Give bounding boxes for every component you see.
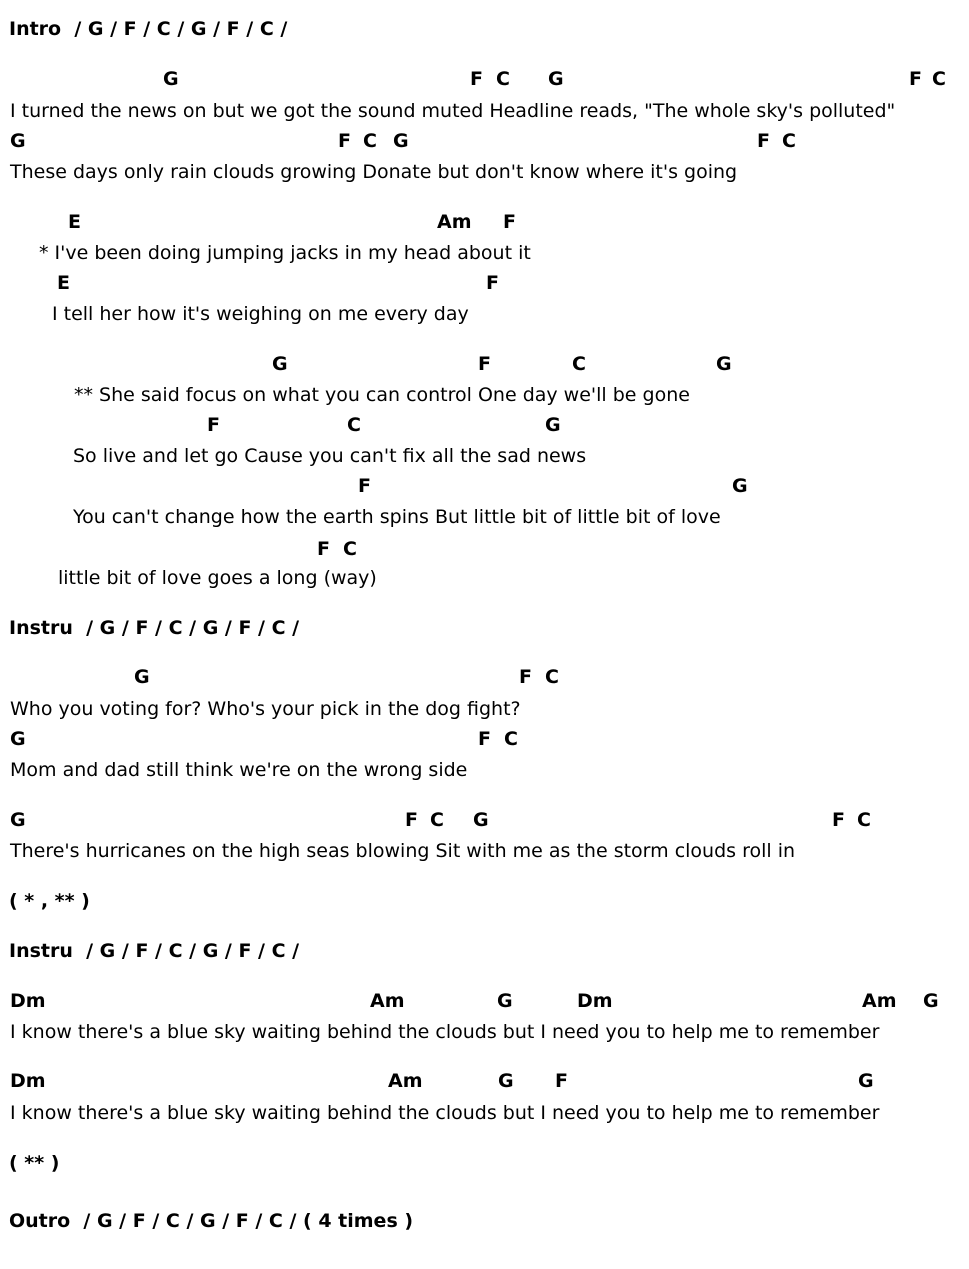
chord-line <box>0 728 969 750</box>
chord-symbol: Am <box>388 1070 423 1092</box>
repeat-marker: ( ** ) <box>9 1152 60 1174</box>
chord-symbol: F <box>757 130 770 152</box>
lyric-line: You can't change how the earth spins But little bit of little bit of love <box>73 506 721 528</box>
chord-symbol: G <box>498 1070 514 1092</box>
chord-line <box>0 666 969 688</box>
chord-symbol: C <box>496 68 510 90</box>
section-header-instru-2 <box>9 940 299 962</box>
chord-symbol: G <box>272 353 288 375</box>
chord-line <box>0 1070 969 1092</box>
chord-symbol: G <box>393 130 409 152</box>
chord-symbol: G <box>10 728 26 750</box>
chord-line <box>0 68 969 90</box>
section-label: Intro <box>9 18 62 40</box>
chord-symbol: C <box>932 68 946 90</box>
chord-line <box>0 809 969 831</box>
section-progression: / G / F / C / G / F / C / <box>74 18 288 40</box>
chord-symbol: C <box>430 809 444 831</box>
chord-line <box>0 130 969 152</box>
chord-symbol: G <box>134 666 150 688</box>
lyric-line: I turned the news on but we got the sound muted Headline reads, "The whole sky's polluted" <box>10 100 896 122</box>
chord-symbol: C <box>343 538 357 560</box>
chord-line <box>0 475 969 497</box>
chord-symbol: C <box>363 130 377 152</box>
lyric-line: There's hurricanes on the high seas blowing Sit with me as the storm clouds roll in <box>10 840 796 862</box>
chord-symbol: F <box>405 809 418 831</box>
chord-symbol: F <box>832 809 845 831</box>
chord-symbol: C <box>545 666 559 688</box>
chord-symbol: G <box>10 809 26 831</box>
chord-symbol: F <box>503 211 516 233</box>
repeat-marker: ( * , ** ) <box>9 890 90 912</box>
chord-symbol: Dm <box>10 990 46 1012</box>
chord-symbol: Dm <box>577 990 613 1012</box>
chord-symbol: F <box>478 353 491 375</box>
chord-line <box>0 211 969 233</box>
chord-symbol: G <box>732 475 748 497</box>
chord-line <box>0 414 969 436</box>
chord-line <box>0 272 969 294</box>
chord-symbol: F <box>555 1070 568 1092</box>
chord-line <box>0 353 969 375</box>
chord-symbol: G <box>10 130 26 152</box>
lyric-line: Who you voting for? Who's your pick in the dog fight? <box>10 698 521 720</box>
chord-symbol: C <box>782 130 796 152</box>
chord-symbol: G <box>858 1070 874 1092</box>
lyric-line: I know there's a blue sky waiting behind the clouds but I need you to help me to remember <box>10 1102 880 1124</box>
chord-symbol: G <box>163 68 179 90</box>
chord-symbol: G <box>497 990 513 1012</box>
chord-symbol: F <box>486 272 499 294</box>
chord-symbol: F <box>470 68 483 90</box>
chord-symbol: F <box>317 538 330 560</box>
chord-symbol: G <box>923 990 939 1012</box>
section-label: Instru <box>9 617 73 639</box>
chord-symbol: C <box>857 809 871 831</box>
section-progression: / G / F / C / G / F / C / ( 4 times ) <box>83 1210 414 1232</box>
chord-symbol: Am <box>370 990 405 1012</box>
chord-symbol: F <box>478 728 491 750</box>
chord-symbol: F <box>338 130 351 152</box>
section-header-instru-1 <box>9 617 299 639</box>
section-header-outro <box>9 1210 413 1232</box>
lyric-line: Mom and dad still think we're on the wrong side <box>10 759 468 781</box>
chord-symbol: Am <box>437 211 472 233</box>
section-progression: / G / F / C / G / F / C / <box>86 940 300 962</box>
chord-line <box>0 538 969 560</box>
lyric-line: little bit of love goes a long (way) <box>58 567 377 589</box>
chord-line <box>0 990 969 1012</box>
chord-symbol: Am <box>862 990 897 1012</box>
chord-symbol: F <box>358 475 371 497</box>
chord-symbol: E <box>68 211 81 233</box>
chord-symbol: Dm <box>10 1070 46 1092</box>
chord-symbol: F <box>207 414 220 436</box>
chord-symbol: F <box>909 68 922 90</box>
chord-symbol: C <box>572 353 586 375</box>
chord-symbol: G <box>473 809 489 831</box>
section-progression: / G / F / C / G / F / C / <box>86 617 300 639</box>
lyric-line: I know there's a blue sky waiting behind the clouds but I need you to help me to remember <box>10 1021 880 1043</box>
section-label: Outro <box>9 1210 71 1232</box>
section-label: Instru <box>9 940 73 962</box>
chord-symbol: F <box>519 666 532 688</box>
chord-symbol: G <box>716 353 732 375</box>
lyric-line: So live and let go Cause you can't fix all the sad news <box>73 445 587 467</box>
chord-symbol: C <box>347 414 361 436</box>
lyric-line: I tell her how it's weighing on me every day <box>52 303 469 325</box>
lyric-line: * I've been doing jumping jacks in my head about it <box>39 242 531 264</box>
chord-symbol: C <box>504 728 518 750</box>
lyric-line: These days only rain clouds growing Donate but don't know where it's going <box>10 161 738 183</box>
chord-symbol: G <box>545 414 561 436</box>
lyric-line: ** She said focus on what you can control One day we'll be gone <box>74 384 690 406</box>
section-header-intro <box>9 18 287 40</box>
chord-symbol: E <box>57 272 70 294</box>
chord-symbol: G <box>548 68 564 90</box>
